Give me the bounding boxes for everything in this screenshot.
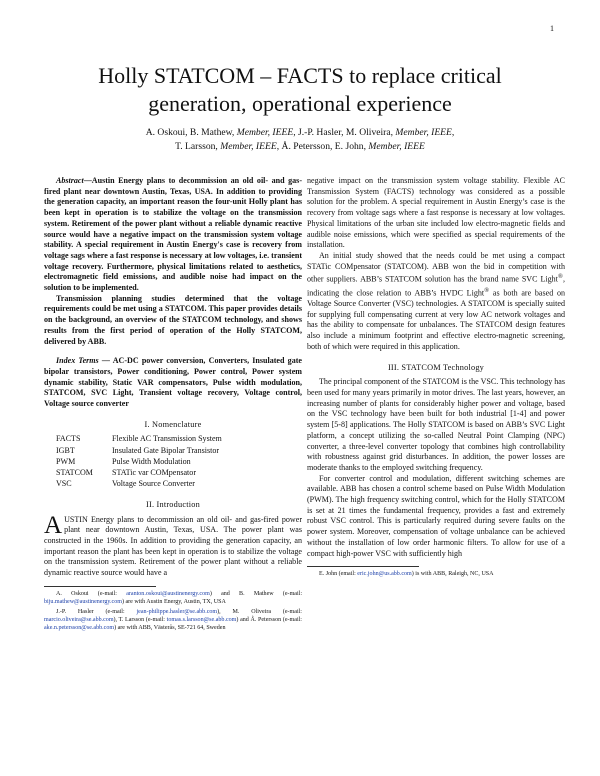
nomenclature-abbr: STATCOM — [56, 467, 93, 477]
statcom-paragraph-1: The principal component of the STATCOM is the VSC. This technology has been used for many years primarily in motor drives. The last years, however, an increasing number of plants for considerably higher power and voltage, based on the VSC technology have been built for both industrial [1-4] and power system [5-8] applications. The Holly STATCOM is based on ABB’s SVC Light platform, a concept utilizing the so-called Neutral Point Clamping (NPC) converter, a three-level converter topology that combines high controllability with robustness against grid disturbances. In addition, the power losses are moderate thanks to the employed switching frequency. — [307, 377, 565, 472]
footnote-text: E. John (email: — [319, 571, 358, 578]
abstract-label: Abstract — [56, 176, 84, 185]
nomenclature-abbr: PWM — [56, 456, 76, 466]
email-link[interactable]: biju.mathew@austinenergy.com — [44, 598, 122, 605]
index-terms — [44, 356, 302, 410]
registered-mark: ® — [484, 286, 490, 294]
title-line-2: generation, operational experience — [148, 91, 452, 116]
email-link[interactable]: tomas.s.larsson@se.abb.com — [166, 617, 237, 624]
abstract-dash: — — [83, 176, 92, 185]
footnote-text: ), T. Larsson (e-mail: — [113, 617, 167, 624]
footnote-abb-raleigh — [307, 570, 565, 578]
footnote-text: A. Oskoui (e-mail: — [56, 590, 127, 597]
membership: Member, IEEE — [220, 141, 277, 152]
author-list — [40, 126, 560, 154]
abstract-text: Austin Energy plans to decommission an old oil- and gas-fired plant near downtown Austin, Texas, USA. In addition to providing the generation capacity, an important reason the four-unit Holly plant has been kept in operation is to stabilize the voltage on the transmission system. Retirement of the power plant without a reliable dynamic reactive source would have a negative impact on the transmission system voltage stability. A special requirement in Austin Energy's case is recovery from voltage sags where a fast response is necessary at low voltages, i.e. transient voltage recovery. Furthermore, physical limitations related to aesthetics, electromagnetic field emissions, and audible noise had impact on the solution to be implemented. — [44, 176, 302, 293]
section-heading-statcom-technology: III. STATCOM Technology — [387, 362, 485, 372]
footnote-text: ) and Å. Petersson (e-mail: — [236, 617, 302, 624]
authors-text: T. Larsson, — [175, 141, 221, 152]
nomenclature-table — [56, 434, 222, 489]
nomenclature-def: Flexible AC Transmission System — [112, 434, 222, 444]
email-link[interactable]: eric.john@us.abb.com — [357, 571, 412, 578]
email-link[interactable]: ake.n.petersson@se.abb.com — [44, 625, 115, 632]
nomenclature-row — [56, 468, 222, 479]
introduction-paragraph-2 — [307, 251, 565, 353]
footnote-rule — [44, 586, 156, 587]
nomenclature-abbr: FACTS — [56, 434, 81, 444]
nomenclature-def: STATic var COMpensator — [112, 467, 196, 477]
registered-mark: ® — [557, 273, 563, 281]
footnote-austin-energy — [44, 590, 302, 606]
nomenclature-def: Insulated Gate Bipolar Transistor — [112, 445, 220, 455]
left-column — [44, 176, 302, 634]
authors-text: , Å. Petersson, E. John, — [276, 141, 369, 152]
paragraph-text: , indicating the close relation to ABB’s HVDC Light — [307, 275, 565, 298]
nomenclature-row — [56, 434, 222, 445]
footnote-text: ), M. Oliveira (e-mail: — [217, 609, 302, 616]
authors-text: A. Oskoui, B. Mathew, — [145, 127, 237, 138]
footnote-text: ) are with Austin Energy, Austin, TX, USA — [121, 598, 226, 605]
footnote-text: J.-P. Hasler (e-mail: — [56, 609, 137, 616]
footnote-abb-sweden — [44, 608, 302, 632]
introduction-continued: negative impact on the transmission system voltage stability. Flexible AC Transmission System (FACTS) technology was considered as a possible solution for the problem. A special requirement in Austin Energy’s case is the recovery from voltage sags where a fast response is necessary at low voltages. Physical limitations of the urban site included low electro-magnetic fields and audible noise emissions, which were specified as special requirements of the installation. — [307, 176, 565, 250]
author-line-2 — [40, 140, 560, 154]
membership: Member, IEEE — [395, 127, 452, 138]
abstract-paragraph-2: Transmission planning studies determined that the voltage requirements could be met using a STATCOM. This paper provides details on the background, an overview of the STATCOM technology, and shows results from the first period of operation of the Holly STATCOM, delivered by ABB. — [44, 293, 302, 346]
author-line-1 — [40, 126, 560, 140]
paper-title — [40, 62, 560, 118]
introduction-paragraph — [44, 511, 302, 579]
page-number: 1 — [550, 24, 554, 33]
footnote-text: ) and B. Mathew (e-mail: — [209, 590, 302, 597]
paragraph-text: as both are based on Voltage Source Converter (VSC) technologies. A STATCOM is specially suited for supplying full compensating current at very low AC network voltages and has the ability to compensate for unbalances. The STATCOM design features also include a minimum footprint and effective electro-magnetic screening, both of which were required in this application. — [307, 288, 565, 351]
email-link[interactable]: aranton.oskoui@austinenergy.com — [126, 590, 210, 597]
section-heading-introduction: II. Introduction — [146, 499, 200, 509]
nomenclature-row — [56, 457, 222, 468]
footnote-text: ) are with ABB, Västerås, SE-721 64, Sweden — [114, 625, 226, 632]
section-heading-nomenclature: I. Nomenclature — [144, 419, 202, 429]
statcom-paragraph-2: For converter control and modulation, different switching schemes are available. ABB has chosen a control scheme based on Pulse Width Modulation (PWM). The high frequency switching control, which for the Holly STATCOM is set at 21 times the fundamental frequency, provides a fast and extremely robust VSC control. This is particularly required during severe faults on the power system. Moreover, compensation of voltage unbalance can be achieved without the installation of low order harmonic filters. To allow for use of a compact high-power VSC with sufficiently high — [307, 473, 565, 558]
index-terms-dash: — — [98, 356, 113, 366]
footnote-rule — [307, 566, 419, 567]
email-link[interactable]: marcio.oliveira@se.abb.com — [44, 617, 114, 624]
nomenclature-row — [56, 446, 222, 457]
paragraph-text: An initial study showed that the needs could be met using a compact STATic COMpensator (STATCOM). ABB won the bid in competition with other suppliers. ABB’s STATCOM solution has the brand name SVC Light — [307, 250, 565, 284]
nomenclature-abbr: VSC — [56, 478, 72, 488]
nomenclature-row — [56, 479, 222, 490]
authors-text: , J.-P. Hasler, M. Oliveira, — [293, 127, 396, 138]
nomenclature-def: Voltage Source Converter — [112, 478, 195, 488]
authors-text: , — [451, 127, 455, 138]
index-terms-label: Index Terms — [56, 356, 99, 366]
footnote-text: ) is with ABB, Raleigh, NC, USA — [411, 571, 494, 578]
title-line-1: Holly STATCOM – FACTS to replace critical — [98, 63, 502, 88]
abstract-paragraph — [44, 176, 302, 294]
right-column — [307, 176, 565, 580]
membership: Member, IEEE — [236, 127, 294, 138]
nomenclature-def: Pulse Width Modulation — [112, 456, 191, 466]
email-link[interactable]: jean-philippe.hasler@se.abb.com — [136, 609, 218, 616]
membership: Member, IEEE — [368, 141, 425, 152]
nomenclature-abbr: IGBT — [56, 445, 75, 455]
drop-cap: A — [44, 511, 63, 539]
introduction-text: USTIN Energy plans to decommission an old oil- and gas-fired power plant near downtown Austin, Texas, USA. The power plant was constructed in the 1960s. In addition to providing the generation capacity, an important reason the plant has been kept in operation is to stabilize the voltage on the transmission system. Retirement of the power plant without a reliable dynamic reactive source would have a — [44, 514, 302, 578]
index-terms-text: AC-DC power conversion, Converters, Insulated gate bipolar transistors, Power conditioning, Power control, Power system dynamic stability, Static VAR compensators, Pulse width modulation, STATCOM, SVC Light, Transient voltage recovery, Voltage control, Voltage source converter — [44, 356, 302, 409]
